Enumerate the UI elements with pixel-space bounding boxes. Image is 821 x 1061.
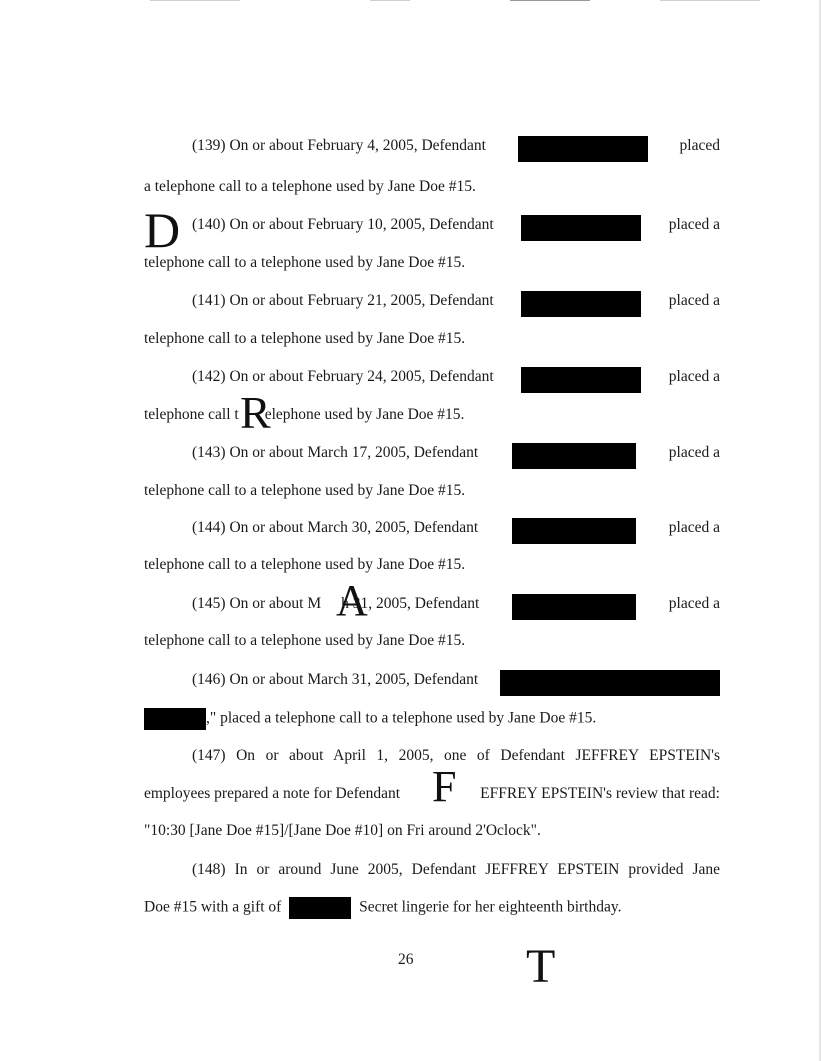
para-139-line-1: [144, 136, 720, 162]
watermark-letter-t: T: [526, 940, 556, 993]
para-142-text-c: telephone call t: [144, 406, 239, 423]
watermark-letter-f: F: [432, 762, 457, 811]
para-148-text-b: Secret lingerie for her eighteenth birthday.: [359, 898, 622, 916]
redaction: [144, 708, 206, 730]
para-140-line-2: telephone call to a telephone used by Jane Doe #15.: [144, 254, 466, 271]
para-139-line-2: a telephone call to a telephone used by Jane Doe #15.: [144, 178, 476, 195]
scan-artifact-line: [370, 0, 410, 1]
scan-artifact-line: [660, 0, 760, 1]
para-146-line-2: [144, 708, 720, 730]
scan-artifact-line: [150, 0, 240, 1]
para-140-text-a: (140) On or about February 10, 2005, Defendant: [192, 216, 494, 233]
para-146-text-b: ," placed a telephone call to a telephone used by Jane Doe #15.: [206, 709, 597, 727]
para-146-text-a: (146) On or about March 31, 2005, Defendant: [192, 671, 479, 688]
redaction: [521, 215, 641, 241]
para-148-line-1: (148) In or around June 2005, Defendant JEFFREY EPSTEIN provided Jane: [192, 861, 720, 878]
watermark-letter-d: D: [144, 202, 181, 258]
para-140-text-b: placed a: [668, 216, 720, 233]
para-146-line-1: [144, 670, 720, 696]
scan-artifact-line: [510, 0, 590, 1]
page-number: 26: [398, 951, 414, 968]
watermark-letter-a: A: [336, 576, 368, 625]
para-148-text-a: Doe #15 with a gift of: [144, 898, 282, 916]
para-142-text-a: (142) On or about February 24, 2005, Defendant: [192, 368, 494, 385]
para-145-text-a1: (145) On or about M: [192, 595, 322, 612]
para-144-text-a: (144) On or about March 30, 2005, Defendant: [192, 519, 479, 536]
para-141-text-b: placed a: [668, 292, 720, 309]
para-142-line-1: [144, 367, 720, 393]
redaction: [500, 670, 720, 696]
para-143-line-2: telephone call to a telephone used by Jane Doe #15.: [144, 482, 466, 499]
watermark-letter-r: R: [240, 387, 271, 438]
redaction: [512, 443, 636, 469]
redaction: [289, 897, 351, 919]
redaction: [518, 136, 648, 162]
redaction: [512, 518, 636, 544]
para-144-line-2: telephone call to a telephone used by Jane Doe #15.: [144, 556, 466, 573]
para-147-line-3: "10:30 [Jane Doe #15]/[Jane Doe #10] on Fri around 2'Oclock".: [144, 822, 541, 839]
para-145-text-a2: h 31, 2005, Defendant: [341, 595, 480, 612]
para-144-text-b: placed a: [668, 519, 720, 536]
para-145-line-2: telephone call to a telephone used by Jane Doe #15.: [144, 632, 466, 649]
para-140-line-1: [144, 215, 720, 241]
para-141-line-1: [144, 291, 720, 317]
para-141-text-a: (141) On or about February 21, 2005, Defendant: [192, 292, 494, 309]
para-147-text-b: EFFREY EPSTEIN's review that read:: [480, 785, 720, 802]
redaction: [512, 594, 636, 620]
para-145-line-1: [144, 594, 720, 620]
para-142-line-2: [144, 405, 720, 425]
para-142-text-b: placed a: [668, 368, 720, 385]
para-145-text-b: placed a: [668, 595, 720, 612]
para-148-line-2: [144, 897, 720, 919]
para-141-line-2: telephone call to a telephone used by Jane Doe #15.: [144, 330, 466, 347]
para-143-text-a: (143) On or about March 17, 2005, Defendant: [192, 444, 479, 461]
para-143-text-b: placed a: [668, 444, 720, 461]
redaction: [521, 367, 641, 393]
para-139-text-b: placed: [679, 137, 720, 154]
para-147-text-a: employees prepared a note for Defendant: [144, 785, 401, 802]
para-143-line-1: [144, 443, 720, 469]
para-144-line-1: [144, 518, 720, 544]
redaction: [521, 291, 641, 317]
para-142-text-d: elephone used by Jane Doe #15.: [264, 406, 465, 423]
para-139-text-a: (139) On or about February 4, 2005, Defendant: [192, 137, 486, 154]
para-147-line-1: (147) On or about April 1, 2005, one of Defendant JEFFREY EPSTEIN's: [192, 747, 720, 764]
